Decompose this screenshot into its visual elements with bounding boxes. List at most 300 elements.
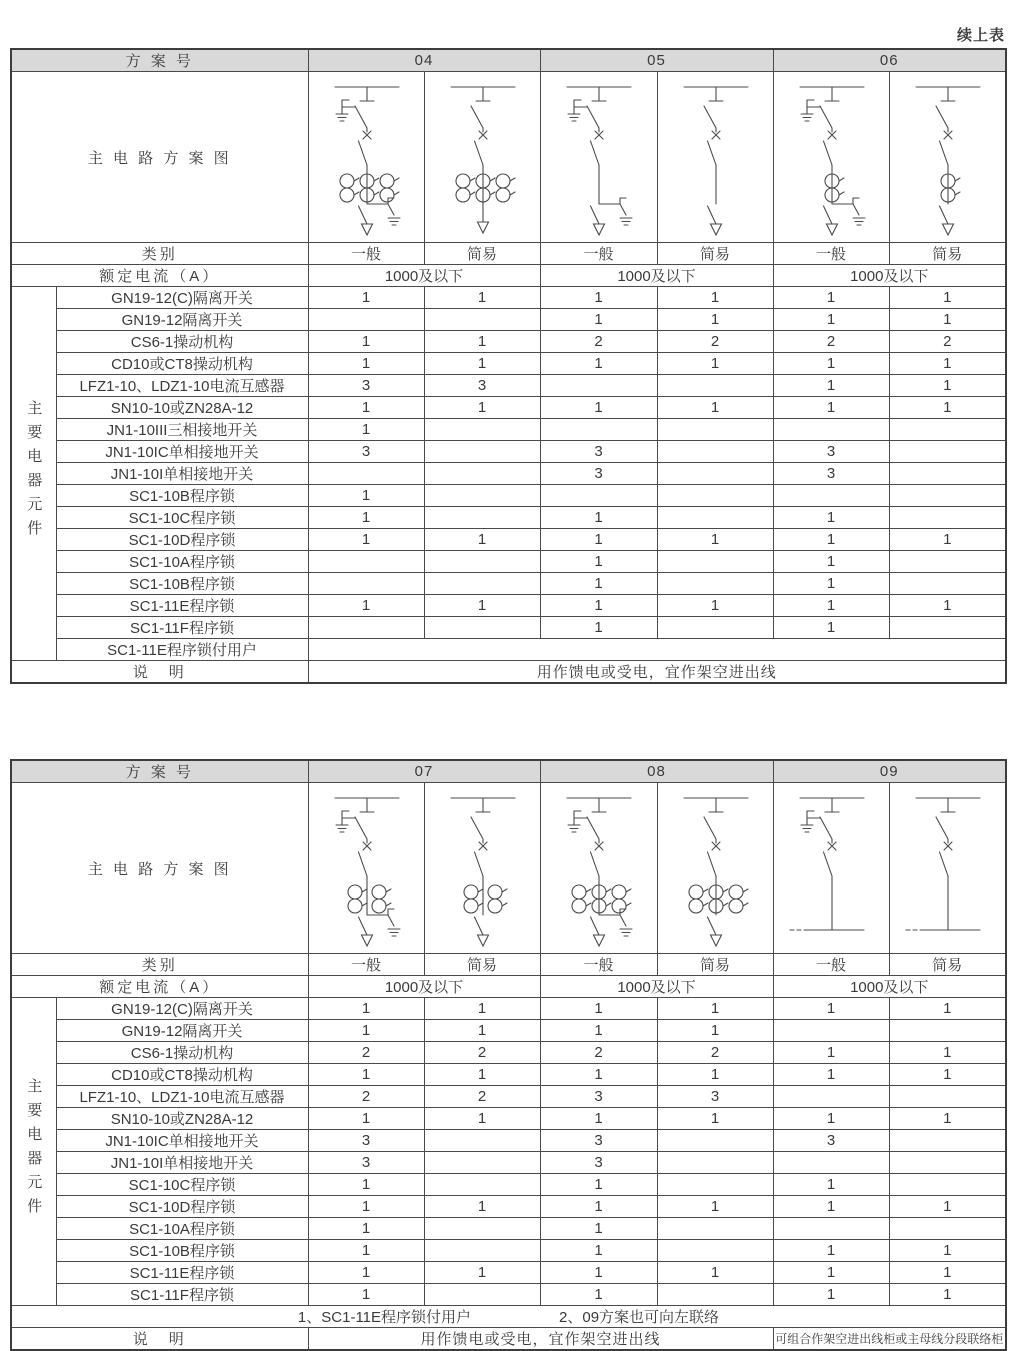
qty-cell-2: 1 (540, 1064, 657, 1086)
qty-cell-4 (773, 419, 889, 441)
qty-cell-3 (657, 375, 773, 397)
qty-cell-2: 1 (540, 1174, 657, 1196)
qty-cell-2: 1 (540, 617, 657, 639)
qty-cell-4: 3 (773, 441, 889, 463)
qty-cell-0 (308, 617, 424, 639)
qty-cell-2: 2 (540, 331, 657, 353)
footnote-2: 2、09方案也可向左联络 (559, 1309, 720, 1326)
circuit-diagram-08-simple-icon (658, 784, 774, 952)
component-name-cell: SC1-10B程序锁 (56, 573, 308, 595)
continuation-label: 续上表 (956, 27, 1005, 44)
scheme-number-08: 08 (540, 760, 773, 783)
qty-cell-1 (424, 617, 540, 639)
circuit-diagram-08-general-icon (541, 784, 657, 952)
qty-cell-5 (889, 1218, 1006, 1240)
qty-cell-4: 1 (773, 397, 889, 419)
qty-cell-5: 1 (889, 287, 1006, 309)
component-name-cell: JN1-10I单相接地开关 (56, 463, 308, 485)
component-row (11, 1020, 1006, 1042)
qty-cell-1: 1 (424, 353, 540, 375)
qty-cell-3 (657, 485, 773, 507)
qty-cell-5 (889, 1130, 1006, 1152)
qty-cell-3 (657, 1152, 773, 1174)
component-name-cell: SC1-10D程序锁 (56, 1196, 308, 1218)
qty-cell-2: 1 (540, 507, 657, 529)
qty-cell-2 (540, 485, 657, 507)
category-value-4: 一般 (773, 243, 889, 265)
tbody-07-08-09 (11, 760, 1006, 1350)
qty-cell-5: 1 (889, 1064, 1006, 1086)
component-name-cell: SC1-11E程序锁付用户 (56, 639, 308, 661)
rated-current-label: 额定电流（A） (11, 265, 308, 287)
circuit-diagram-cell-07-general (308, 783, 424, 954)
qty-cell-2: 1 (540, 529, 657, 551)
component-group-text: 主要电器元件 (25, 1077, 43, 1222)
qty-cell-4 (773, 1086, 889, 1108)
qty-cell-4 (773, 1152, 889, 1174)
component-row (11, 1086, 1006, 1108)
qty-cell-5: 1 (889, 375, 1006, 397)
remark-note-0: 用作馈电或受电，宜作架空进出线 (308, 661, 1006, 684)
qty-cell-0: 1 (308, 998, 424, 1020)
rated-current-value-1: 1000及以下 (540, 265, 773, 287)
qty-cell-5 (889, 573, 1006, 595)
component-row (11, 1064, 1006, 1086)
scheme-number-07: 07 (308, 760, 540, 783)
qty-cell-4: 1 (773, 309, 889, 331)
component-name-cell: CS6-1操动机构 (56, 331, 308, 353)
qty-cell-0: 1 (308, 331, 424, 353)
category-value-4: 一般 (773, 954, 889, 976)
circuit-diagram-05-simple-icon (658, 73, 774, 241)
qty-cell-4: 1 (773, 573, 889, 595)
qty-cell-0: 3 (308, 1152, 424, 1174)
component-row (11, 1262, 1006, 1284)
component-group-label (11, 998, 56, 1306)
qty-cell-3: 1 (657, 1020, 773, 1042)
qty-cell-3: 1 (657, 1108, 773, 1130)
component-name-cell: SN10-10或ZN28A-12 (56, 1108, 308, 1130)
qty-cell-2: 1 (540, 1218, 657, 1240)
qty-cell-2: 1 (540, 595, 657, 617)
category-value-0: 一般 (308, 243, 424, 265)
qty-cell-1 (424, 1218, 540, 1240)
qty-cell-2: 1 (540, 998, 657, 1020)
qty-cell-0: 1 (308, 287, 424, 309)
qty-cell-0: 1 (308, 1108, 424, 1130)
component-row (11, 998, 1006, 1020)
qty-cell-1 (424, 419, 540, 441)
qty-cell-2: 3 (540, 463, 657, 485)
qty-cell-3: 2 (657, 331, 773, 353)
qty-cell-1 (424, 309, 540, 331)
component-row (11, 617, 1006, 639)
footnote-row (11, 1306, 1006, 1328)
category-value-3: 简易 (657, 954, 773, 976)
circuit-diagram-cell-04-general (308, 72, 424, 243)
qty-cell-4: 2 (773, 331, 889, 353)
circuit-diagram-cell-05-simple (657, 72, 773, 243)
qty-cell-4: 1 (773, 551, 889, 573)
scheme-no-label: 方 案 号 (11, 760, 308, 783)
remark-note-0: 用作馈电或受电，宜作架空进出线 (308, 1328, 773, 1351)
qty-cell-2: 3 (540, 1130, 657, 1152)
qty-cell-5 (889, 551, 1006, 573)
component-row (11, 1284, 1006, 1306)
qty-cell-5: 1 (889, 1108, 1006, 1130)
qty-cell-2: 1 (540, 1196, 657, 1218)
qty-cell-0: 3 (308, 1130, 424, 1152)
rated-current-value-1: 1000及以下 (540, 976, 773, 998)
component-row (11, 463, 1006, 485)
qty-cell-4: 1 (773, 287, 889, 309)
circuit-diagram-04-simple-icon (425, 73, 541, 241)
component-row (11, 595, 1006, 617)
qty-cell-0: 3 (308, 441, 424, 463)
qty-cell-2: 2 (540, 1042, 657, 1064)
scheme-number-05: 05 (540, 49, 773, 72)
qty-cell-1 (424, 573, 540, 595)
qty-cell-3 (657, 441, 773, 463)
circuit-diagram-07-general-icon (309, 784, 425, 952)
component-name-cell: SC1-10C程序锁 (56, 1174, 308, 1196)
component-row (11, 375, 1006, 397)
component-name-cell: SC1-10A程序锁 (56, 1218, 308, 1240)
component-name-cell: CD10或CT8操动机构 (56, 353, 308, 375)
qty-cell-1 (424, 507, 540, 529)
qty-cell-5 (889, 507, 1006, 529)
qty-cell-2: 1 (540, 353, 657, 375)
qty-cell-1: 1 (424, 397, 540, 419)
qty-cell-1 (424, 1240, 540, 1262)
diagram-row (11, 72, 1006, 243)
qty-cell-0: 1 (308, 1064, 424, 1086)
qty-cell-0: 1 (308, 485, 424, 507)
qty-cell-4: 1 (773, 353, 889, 375)
component-name-cell: SC1-11E程序锁 (56, 595, 308, 617)
qty-cell-5 (889, 1020, 1006, 1042)
qty-cell-2: 1 (540, 1262, 657, 1284)
qty-cell-0 (308, 463, 424, 485)
component-row (11, 573, 1006, 595)
component-name-cell: SC1-11F程序锁 (56, 617, 308, 639)
qty-cell-3: 3 (657, 1086, 773, 1108)
qty-cell-3: 1 (657, 397, 773, 419)
qty-cell-0: 1 (308, 1196, 424, 1218)
qty-cell-0: 1 (308, 529, 424, 551)
qty-cell-2 (540, 419, 657, 441)
component-name-cell: SC1-10B程序锁 (56, 1240, 308, 1262)
component-name-cell: JN1-10III三相接地开关 (56, 419, 308, 441)
qty-cell-3: 1 (657, 353, 773, 375)
scheme-number-04: 04 (308, 49, 540, 72)
category-label: 类别 (11, 954, 308, 976)
category-row (11, 243, 1006, 265)
circuit-diagram-06-general-icon (774, 73, 890, 241)
qty-cell-0 (308, 573, 424, 595)
component-row (11, 309, 1006, 331)
qty-cell-3 (657, 617, 773, 639)
qty-cell-0: 2 (308, 1042, 424, 1064)
qty-cell-4: 1 (773, 1196, 889, 1218)
rated-current-value-2: 1000及以下 (773, 976, 1006, 998)
remark-note-1: 可组合作架空进出线柜或主母线分段联络柜 (773, 1328, 1006, 1351)
qty-cell-4: 1 (773, 1240, 889, 1262)
qty-cell-5: 1 (889, 1262, 1006, 1284)
rated-current-value-2: 1000及以下 (773, 265, 1006, 287)
rated-current-row (11, 976, 1006, 998)
component-name-cell: GN19-12(C)隔离开关 (56, 287, 308, 309)
circuit-diagram-05-general-icon (541, 73, 657, 241)
qty-cell-1: 1 (424, 287, 540, 309)
qty-cell-0: 1 (308, 595, 424, 617)
qty-cell-0 (308, 309, 424, 331)
qty-cell-2: 1 (540, 573, 657, 595)
diagram-row (11, 783, 1006, 954)
qty-cell-3 (657, 1174, 773, 1196)
qty-cell-1: 1 (424, 1108, 540, 1130)
qty-cell-3: 2 (657, 1042, 773, 1064)
qty-cell-0: 1 (308, 1174, 424, 1196)
qty-cell-2: 3 (540, 441, 657, 463)
qty-cell-2: 1 (540, 287, 657, 309)
category-value-2: 一般 (540, 954, 657, 976)
qty-cell-4 (773, 1020, 889, 1042)
component-row (11, 639, 1006, 661)
component-row (11, 1196, 1006, 1218)
component-name-cell: CD10或CT8操动机构 (56, 1064, 308, 1086)
qty-cell-5: 1 (889, 595, 1006, 617)
component-name-cell: SN10-10或ZN28A-12 (56, 397, 308, 419)
circuit-diagram-09-general-icon (774, 784, 890, 952)
page (10, 0, 1005, 1351)
qty-cell-5: 1 (889, 309, 1006, 331)
category-value-1: 简易 (424, 954, 540, 976)
rated-current-value-0: 1000及以下 (308, 265, 540, 287)
qty-cell-1: 1 (424, 1196, 540, 1218)
qty-cell-4: 1 (773, 375, 889, 397)
qty-cell-0: 1 (308, 1240, 424, 1262)
component-name-cell: JN1-10IC单相接地开关 (56, 1130, 308, 1152)
qty-cell-5: 1 (889, 998, 1006, 1020)
qty-cell-0: 2 (308, 1086, 424, 1108)
qty-cell-1 (424, 1284, 540, 1306)
component-name-cell: GN19-12隔离开关 (56, 309, 308, 331)
qty-cell-4 (773, 485, 889, 507)
qty-cell-5: 1 (889, 1196, 1006, 1218)
scheme-number-06: 06 (773, 49, 1006, 72)
component-name-cell: JN1-10IC单相接地开关 (56, 441, 308, 463)
qty-cell-3: 1 (657, 595, 773, 617)
category-value-2: 一般 (540, 243, 657, 265)
qty-cell-5: 1 (889, 1042, 1006, 1064)
circuit-diagram-cell-08-general (540, 783, 657, 954)
component-name-cell: SC1-10B程序锁 (56, 485, 308, 507)
qty-cell-0: 1 (308, 353, 424, 375)
qty-cell-0: 1 (308, 507, 424, 529)
component-row (11, 353, 1006, 375)
circuit-diagram-cell-06-general (773, 72, 889, 243)
qty-cell-1 (424, 1152, 540, 1174)
qty-cell-0: 1 (308, 1020, 424, 1042)
circuit-diagram-cell-08-simple (657, 783, 773, 954)
qty-cell-5: 1 (889, 353, 1006, 375)
qty-cell-3 (657, 419, 773, 441)
qty-cell-5 (889, 1086, 1006, 1108)
component-row (11, 507, 1006, 529)
qty-cell-merged (308, 639, 1006, 661)
qty-cell-4: 1 (773, 617, 889, 639)
tbody-04-05-06 (11, 49, 1006, 683)
scheme-table-07-08-09 (10, 759, 1007, 1351)
component-name-cell: LFZ1-10、LDZ1-10电流互感器 (56, 1086, 308, 1108)
qty-cell-2: 1 (540, 309, 657, 331)
qty-cell-5: 1 (889, 529, 1006, 551)
component-row (11, 1218, 1006, 1240)
qty-cell-5 (889, 441, 1006, 463)
qty-cell-1: 1 (424, 529, 540, 551)
component-row (11, 551, 1006, 573)
circuit-diagram-09-simple-icon (890, 784, 1006, 952)
scheme-header-row (11, 760, 1006, 783)
qty-cell-2: 1 (540, 1284, 657, 1306)
qty-cell-3: 1 (657, 309, 773, 331)
qty-cell-3 (657, 1130, 773, 1152)
category-value-0: 一般 (308, 954, 424, 976)
qty-cell-3 (657, 1218, 773, 1240)
qty-cell-4: 1 (773, 1284, 889, 1306)
rated-current-row (11, 265, 1006, 287)
main-circuit-label: 主 电 路 方 案 图 (11, 783, 308, 954)
qty-cell-0: 1 (308, 1218, 424, 1240)
qty-cell-5: 1 (889, 397, 1006, 419)
qty-cell-3: 1 (657, 1262, 773, 1284)
qty-cell-3 (657, 551, 773, 573)
qty-cell-4: 1 (773, 507, 889, 529)
category-row (11, 954, 1006, 976)
component-group-label (11, 287, 56, 661)
remark-label: 说 明 (11, 1328, 308, 1351)
qty-cell-4: 1 (773, 595, 889, 617)
qty-cell-4: 1 (773, 1262, 889, 1284)
category-label: 类别 (11, 243, 308, 265)
qty-cell-0: 1 (308, 397, 424, 419)
qty-cell-1: 2 (424, 1042, 540, 1064)
qty-cell-4 (773, 1218, 889, 1240)
qty-cell-4: 3 (773, 463, 889, 485)
qty-cell-1 (424, 1174, 540, 1196)
qty-cell-3: 1 (657, 1064, 773, 1086)
category-value-5: 简易 (889, 243, 1006, 265)
component-name-cell: SC1-10C程序锁 (56, 507, 308, 529)
qty-cell-4: 1 (773, 529, 889, 551)
circuit-diagram-04-general-icon (309, 73, 425, 241)
component-row (11, 1042, 1006, 1064)
component-name-cell: SC1-11F程序锁 (56, 1284, 308, 1306)
qty-cell-5 (889, 485, 1006, 507)
qty-cell-5: 1 (889, 1284, 1006, 1306)
qty-cell-1 (424, 463, 540, 485)
qty-cell-1: 1 (424, 331, 540, 353)
circuit-diagram-cell-07-simple (424, 783, 540, 954)
circuit-diagram-cell-04-simple (424, 72, 540, 243)
component-row (11, 1152, 1006, 1174)
component-row (11, 1240, 1006, 1262)
qty-cell-5 (889, 1152, 1006, 1174)
component-name-cell: JN1-10I单相接地开关 (56, 1152, 308, 1174)
component-name-cell: SC1-10D程序锁 (56, 529, 308, 551)
qty-cell-5: 2 (889, 331, 1006, 353)
component-name-cell: SC1-10A程序锁 (56, 551, 308, 573)
qty-cell-4: 1 (773, 1108, 889, 1130)
component-name-cell: CS6-1操动机构 (56, 1042, 308, 1064)
qty-cell-2: 1 (540, 1108, 657, 1130)
scheme-no-label: 方 案 号 (11, 49, 308, 72)
qty-cell-3: 1 (657, 998, 773, 1020)
qty-cell-2: 3 (540, 1152, 657, 1174)
component-name-cell: GN19-12隔离开关 (56, 1020, 308, 1042)
remark-row (11, 1328, 1006, 1351)
qty-cell-1 (424, 551, 540, 573)
circuit-diagram-07-simple-icon (425, 784, 541, 952)
qty-cell-1: 3 (424, 375, 540, 397)
main-circuit-label: 主 电 路 方 案 图 (11, 72, 308, 243)
footnote-cell (11, 1306, 1006, 1328)
tables-host (10, 48, 1005, 1351)
scheme-table-04-05-06 (10, 48, 1007, 684)
qty-cell-0: 1 (308, 419, 424, 441)
qty-cell-3 (657, 1284, 773, 1306)
qty-cell-3: 1 (657, 529, 773, 551)
qty-cell-2: 3 (540, 1086, 657, 1108)
qty-cell-4: 1 (773, 1064, 889, 1086)
qty-cell-1: 1 (424, 1064, 540, 1086)
qty-cell-2: 1 (540, 551, 657, 573)
component-row (11, 485, 1006, 507)
qty-cell-0 (308, 551, 424, 573)
qty-cell-5 (889, 463, 1006, 485)
qty-cell-2: 1 (540, 1020, 657, 1042)
component-row (11, 1108, 1006, 1130)
qty-cell-2: 1 (540, 1240, 657, 1262)
remark-row (11, 661, 1006, 684)
circuit-diagram-cell-09-simple (889, 783, 1006, 954)
component-group-text: 主要电器元件 (25, 399, 43, 544)
qty-cell-1: 1 (424, 1020, 540, 1042)
scheme-number-09: 09 (773, 760, 1006, 783)
qty-cell-0: 1 (308, 1262, 424, 1284)
qty-cell-1 (424, 1130, 540, 1152)
component-row (11, 331, 1006, 353)
qty-cell-1: 1 (424, 1262, 540, 1284)
category-value-3: 简易 (657, 243, 773, 265)
remark-label: 说 明 (11, 661, 308, 684)
qty-cell-4: 1 (773, 1042, 889, 1064)
qty-cell-0: 3 (308, 375, 424, 397)
qty-cell-3: 1 (657, 1196, 773, 1218)
component-row (11, 397, 1006, 419)
qty-cell-3: 1 (657, 287, 773, 309)
component-name-cell: SC1-11E程序锁 (56, 1262, 308, 1284)
category-value-5: 简易 (889, 954, 1006, 976)
qty-cell-1: 1 (424, 595, 540, 617)
qty-cell-4: 1 (773, 998, 889, 1020)
component-row (11, 287, 1006, 309)
component-row (11, 441, 1006, 463)
qty-cell-2: 1 (540, 397, 657, 419)
qty-cell-1: 2 (424, 1086, 540, 1108)
circuit-diagram-06-simple-icon (890, 73, 1006, 241)
